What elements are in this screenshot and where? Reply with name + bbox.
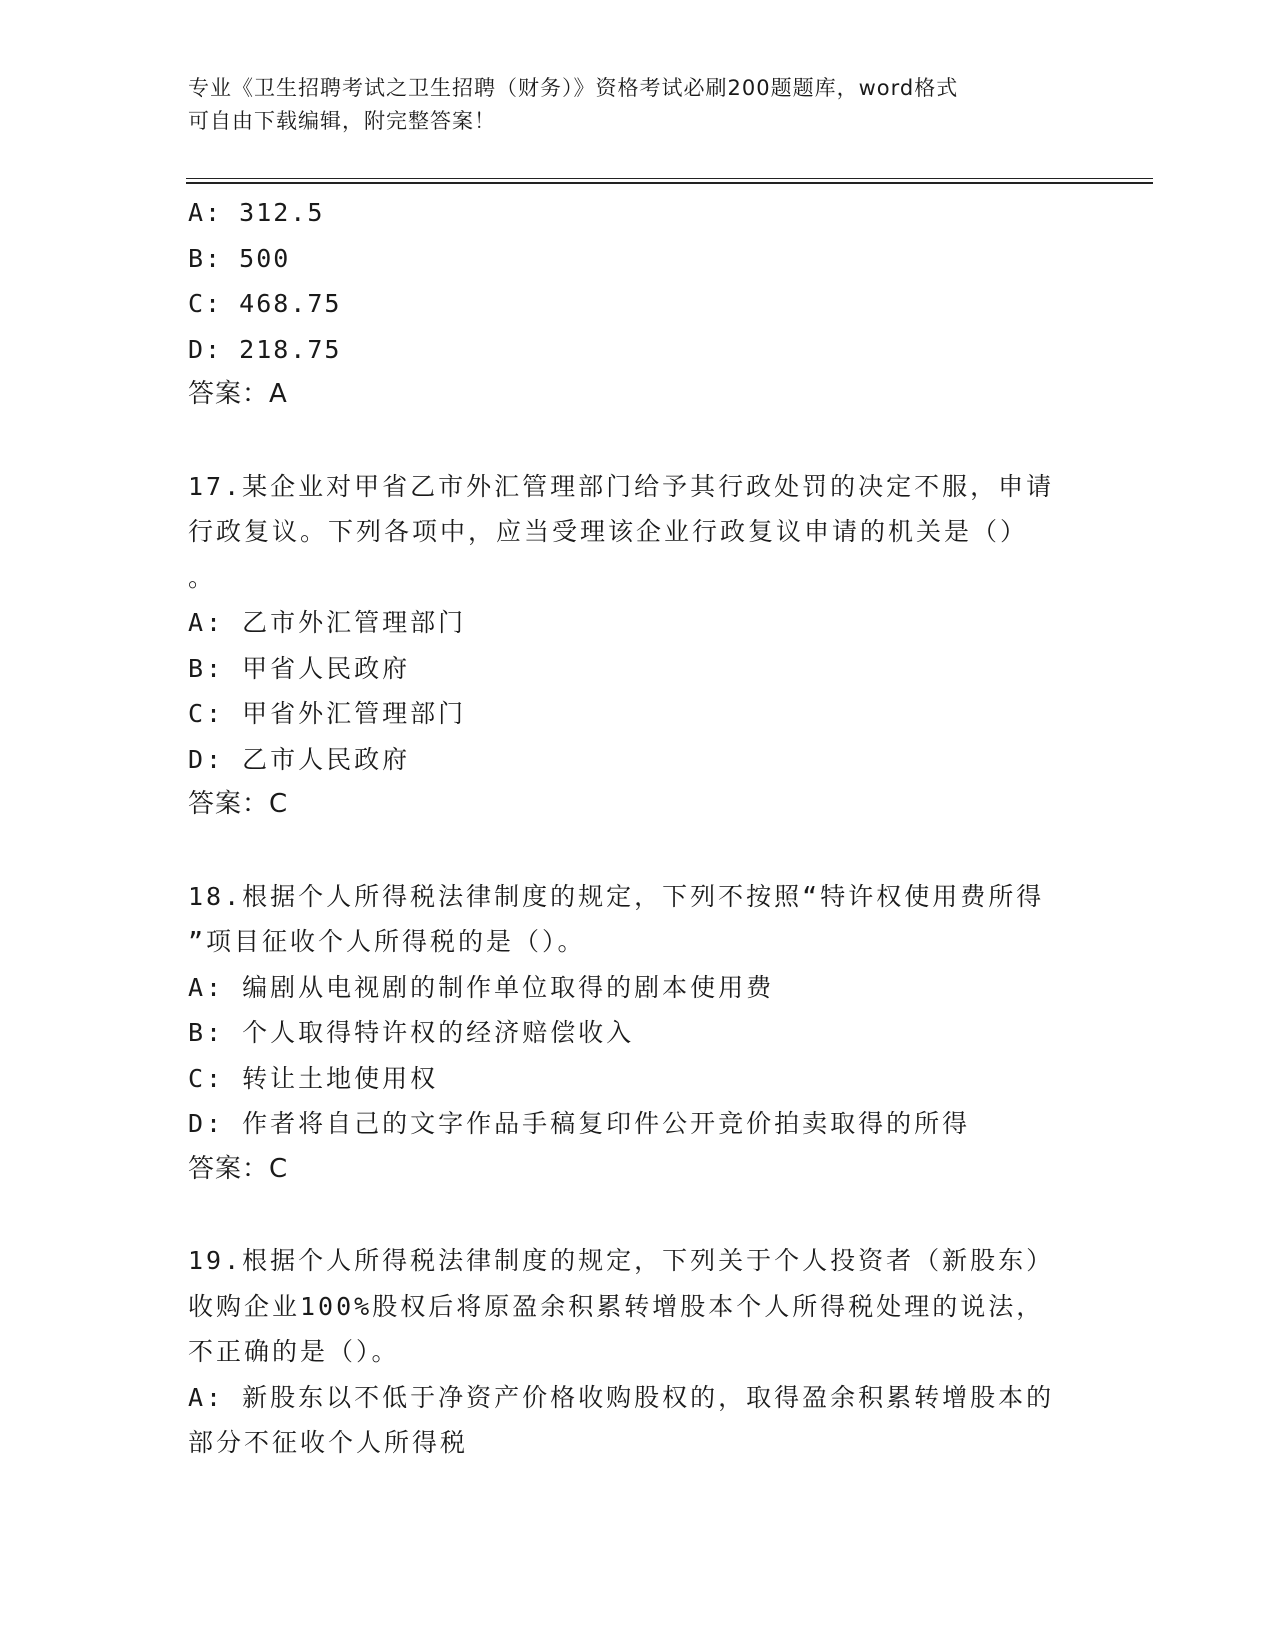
question-16 — [188, 190, 1088, 418]
option-b: B: 个人取得特许权的经济赔偿收入 — [188, 1018, 635, 1047]
option-c: C: 468.75 — [188, 289, 342, 318]
option-b: B: 500 — [188, 243, 291, 273]
question-stem-line: 收购企业100%股权后将原盈余积累转增股本个人所得税处理的说法， — [188, 1291, 1045, 1321]
document-header — [188, 72, 1088, 138]
option-d: D: 218.75 — [188, 334, 342, 364]
answer: 答案：C — [188, 1153, 289, 1184]
question-stem-line: 18.根据个人所得税法律制度的规定，下列不按照“特许权使用费所得 — [188, 881, 1045, 911]
question-stem-line: 17.某企业对甲省乙市外汇管理部门给予其行政处罚的决定不服，申请 — [188, 471, 1055, 501]
question-stem-line: 不正确的是（）。 — [188, 1337, 400, 1366]
option-c: C: 甲省外汇管理部门 — [188, 699, 467, 728]
question-19 — [188, 1238, 1088, 1466]
question-stem-line: ”项目征收个人所得税的是（）。 — [188, 927, 586, 956]
option-a: A: 乙市外汇管理部门 — [188, 608, 467, 637]
option-a-continued: 部分不征收个人所得税 — [188, 1428, 469, 1457]
option-c: C: 转让土地使用权 — [188, 1063, 439, 1093]
question-17 — [188, 464, 1088, 828]
question-stem-line: 行政复议。下列各项中，应当受理该企业行政复议申请的机关是（） — [188, 517, 1029, 546]
header-divider-thick — [186, 182, 1153, 184]
question-18 — [188, 874, 1088, 1193]
header-divider-thin — [186, 178, 1153, 179]
option-d: D: 作者将自己的文字作品手稿复印件公开竞价拍卖取得的所得 — [188, 1109, 971, 1138]
question-list — [188, 190, 1088, 1466]
answer: 答案：C — [188, 789, 289, 819]
header-line-2: 可自由下载编辑，附完整答案！ — [188, 109, 496, 133]
option-a: A: 编剧从电视剧的制作单位取得的剧本使用费 — [188, 972, 775, 1002]
option-d: D: 乙市人民政府 — [188, 744, 411, 774]
question-stem-line: 19.根据个人所得税法律制度的规定，下列关于个人投资者（新股东） — [188, 1246, 1055, 1275]
option-b: B: 甲省人民政府 — [188, 653, 411, 683]
option-a: A: 312.5 — [188, 198, 325, 227]
option-a: A: 新股东以不低于净资产价格收购股权的，取得盈余积累转增股本的 — [188, 1382, 1055, 1412]
answer: 答案：A — [188, 379, 288, 409]
header-line-1: 专业《卫生招聘考试之卫生招聘（财务）》资格考试必刷200题题库，word格式 — [188, 76, 959, 100]
question-stem-line: 。 — [188, 562, 217, 592]
